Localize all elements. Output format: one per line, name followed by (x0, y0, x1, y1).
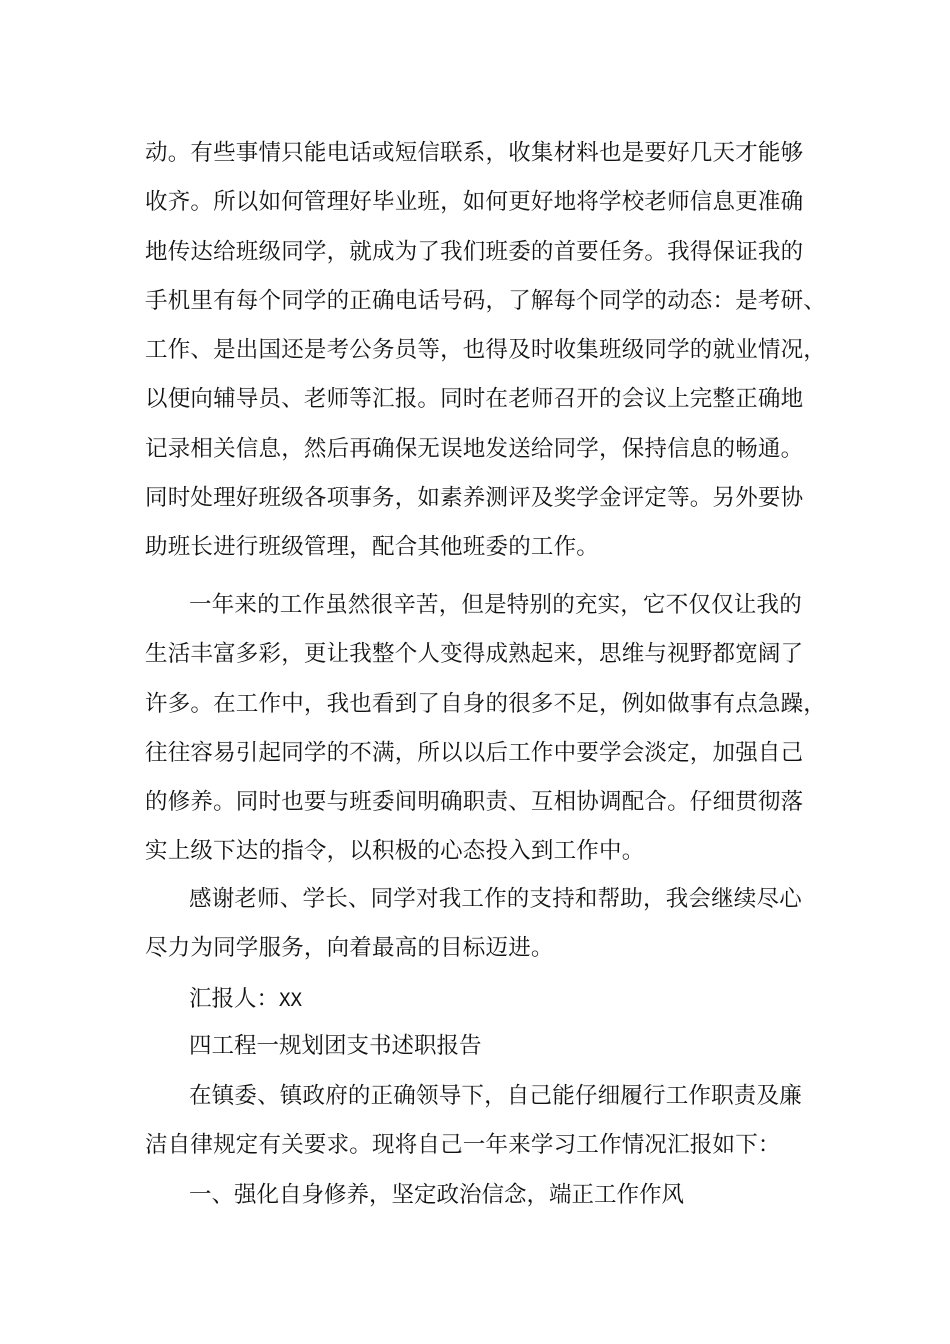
report-title: 四工程一规划团支书述职报告 (189, 1033, 482, 1059)
text-line: 尽力为同学服务，向着最高的目标迈进。 (145, 935, 554, 962)
paragraph-thanks (145, 875, 815, 974)
text-line: 一年来的工作虽然很辛苦，但是特别的充实，它不仅仅让我的 (189, 592, 802, 618)
text-line: 同时处理好班级各项事务，如素养测评及奖学金评定等。另外要协 (145, 485, 804, 512)
text-line: 以便向辅导员、老师等汇报。同时在老师召开的会议上完整正确地 (145, 386, 804, 413)
text-line: 洁自律规定有关要求。现将自己一年来学习工作情况汇报如下： (145, 1132, 781, 1159)
text-line: 感谢老师、学长、同学对我工作的支持和帮助，我会继续尽心 (189, 886, 802, 912)
text-line: 收齐。所以如何管理好毕业班，如何更好地将学校老师信息更准确 (145, 189, 804, 216)
text-line: 实上级下达的指令，以积极的心态投入到工作中。 (145, 838, 645, 865)
text-line: 许多。在工作中，我也看到了自身的很多不足，例如做事有点急躁， (145, 690, 827, 717)
text-line: 的修养。同时也要与班委间明确职责、互相协调配合。仔细贯彻落 (145, 789, 804, 816)
text-line: 助班长进行班级管理，配合其他班委的工作。 (145, 534, 600, 561)
paragraph-duties (145, 129, 827, 573)
paragraph-reflection (145, 581, 827, 877)
text-line: 在镇委、镇政府的正确领导下，自己能仔细履行工作职责及廉 (189, 1083, 802, 1109)
text-line: 手机里有每个同学的正确电话号码，了解每个同学的动态：是考研、 (145, 287, 827, 314)
text-line: 工作、是出国还是考公务员等，也得及时收集班级同学的就业情况， (145, 337, 827, 364)
text-line: 地传达给班级同学，就成为了我们班委的首要任务。我得保证我的 (145, 238, 804, 265)
signature-label: 汇报人： (189, 986, 280, 1012)
text-line: 记录相关信息，然后再确保无误地发送给同学，保持信息的畅通。 (145, 435, 804, 462)
text-line: 往往容易引起同学的不满，所以以后工作中要学会淡定，加强自己 (145, 739, 804, 766)
text-line: 生活丰富多彩，更让我整个人变得成熟起来，思维与视野都宽阔了 (145, 641, 804, 668)
signature-line (189, 979, 302, 1019)
section-heading: 一、强化自身修养，坚定政治信念，端正工作作风 (189, 1182, 685, 1208)
text-line: 动。有些事情只能电话或短信联系，收集材料也是要好几天才能够 (145, 140, 804, 166)
paragraph-intro (145, 1072, 815, 1171)
signature-name: XX (279, 989, 302, 1011)
